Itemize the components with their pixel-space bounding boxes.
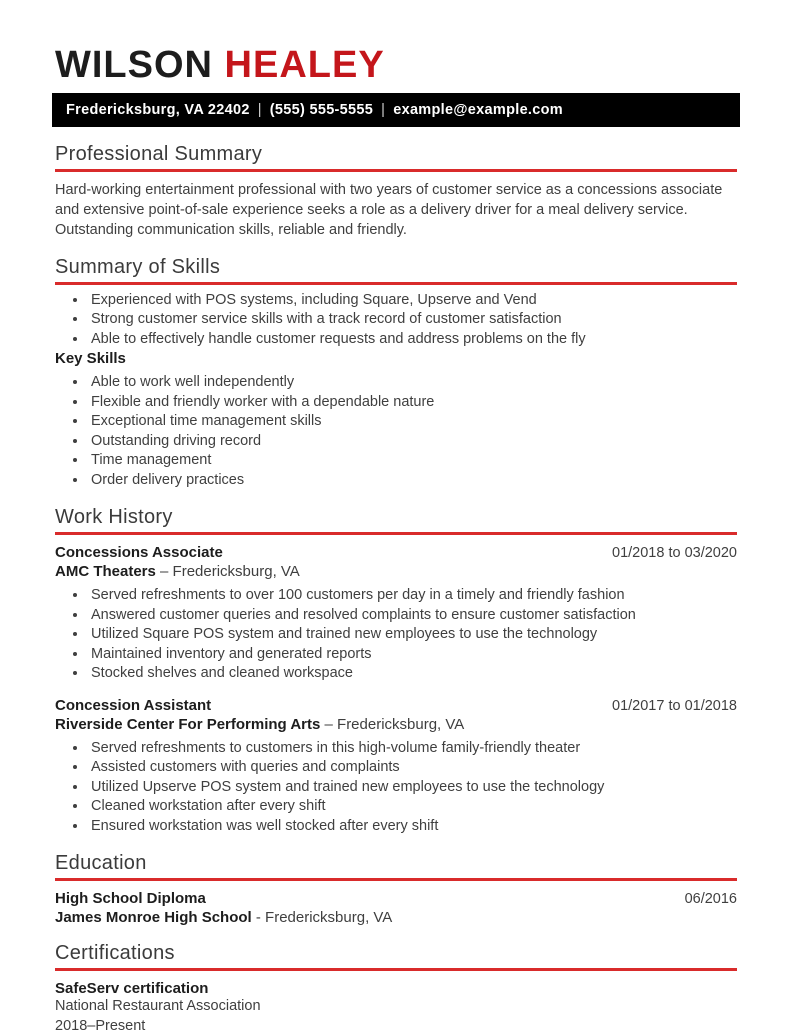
contact-email: example@example.com [393, 101, 563, 118]
section-work-history [55, 506, 737, 836]
education-entry [55, 890, 737, 926]
certification-org: National Restaurant Association [55, 998, 261, 1015]
job-dates: 01/2018 to 03/2020 [612, 545, 737, 562]
school-name: James Monroe High School [55, 909, 252, 927]
list-item: • Served refreshments to over 100 customers per day in a timely and friendly fashion [88, 586, 737, 606]
list-item: • Ensured workstation was well stocked after every shift [88, 817, 737, 837]
list-item: • Order delivery practices [88, 471, 737, 491]
company-location: – Fredericksburg, VA [160, 563, 300, 581]
degree-name: High School Diploma [55, 890, 206, 908]
candidate-name [55, 46, 737, 86]
section-certifications [55, 942, 737, 1036]
job-company-line [55, 716, 737, 733]
job-title: Concessions Associate [55, 544, 223, 562]
certification-period: 2018–Present [55, 1017, 146, 1034]
job-company-line [55, 563, 737, 580]
contact-location: Fredericksburg, VA 22402 [66, 101, 250, 118]
job-entry [55, 697, 737, 837]
separator: | [257, 101, 262, 118]
list-item: • Utilized Square POS system and trained new employees to use the technology [88, 625, 737, 645]
section-title: Education [55, 852, 737, 881]
education-date: 06/2016 [684, 891, 737, 908]
first-name: WILSON [55, 44, 213, 86]
section-title: Summary of Skills [55, 256, 737, 285]
list-item: • Maintained inventory and generated reports [88, 645, 737, 665]
skills-list [55, 291, 737, 350]
school-line [55, 909, 737, 926]
list-item: • Answered customer queries and resolved complaints to ensure customer satisfaction [88, 606, 737, 626]
job-entry [55, 544, 737, 684]
contact-bar [52, 93, 740, 127]
list-item: • Able to work well independently [88, 373, 737, 393]
list-item: • Utilized Upserve POS system and trained new employees to use the technology [88, 778, 737, 798]
list-item: • Strong customer service skills with a track record of customer satisfaction [88, 310, 737, 330]
list-item: • Time management [88, 451, 737, 471]
company-name: Riverside Center For Performing Arts [55, 715, 321, 733]
contact-phone: (555) 555-5555 [269, 101, 374, 118]
company-name: AMC Theaters [55, 563, 156, 581]
list-item: • Exceptional time management skills [88, 412, 737, 432]
list-item: • Assisted customers with queries and complaints [88, 758, 737, 778]
job-bullets [55, 739, 737, 837]
summary-text: Hard-working entertainment professional with two years of customer service as a concessions associate and extensive point-of-sale experience seeks a role as a delivery driver for a meal delivery service. Outstanding communication skills, reliable and friendly. [55, 181, 723, 238]
key-skills-list [55, 373, 737, 490]
section-title: Work History [55, 506, 737, 535]
section-title: Professional Summary [55, 143, 737, 172]
list-item: • Able to effectively handle customer requests and address problems on the fly [88, 330, 737, 350]
section-education [55, 852, 737, 926]
list-item: • Served refreshments to customers in this high-volume family-friendly theater [88, 739, 737, 759]
list-item: • Outstanding driving record [88, 432, 737, 452]
list-item: • Stocked shelves and cleaned workspace [88, 664, 737, 684]
separator: | [381, 101, 386, 118]
list-item: • Cleaned workstation after every shift [88, 797, 737, 817]
job-dates: 01/2017 to 01/2018 [612, 697, 737, 714]
section-title: Certifications [55, 942, 737, 971]
certification-name: SafeServ certification [55, 980, 209, 998]
school-location: - Fredericksburg, VA [255, 909, 393, 927]
job-header [55, 544, 737, 561]
job-header [55, 697, 737, 714]
job-bullets [55, 586, 737, 684]
last-name: HEALEY [224, 44, 385, 86]
section-professional-summary [55, 143, 737, 240]
education-header [55, 890, 737, 907]
company-location: – Fredericksburg, VA [324, 715, 465, 733]
section-summary-of-skills [55, 256, 737, 491]
job-title: Concession Assistant [55, 696, 212, 714]
list-item: • Flexible and friendly worker with a dependable nature [88, 393, 737, 413]
list-item: • Experienced with POS systems, including Square, Upserve and Vend [88, 291, 737, 311]
certification-entry [55, 980, 737, 1036]
key-skills-heading: Key Skills [55, 350, 126, 368]
